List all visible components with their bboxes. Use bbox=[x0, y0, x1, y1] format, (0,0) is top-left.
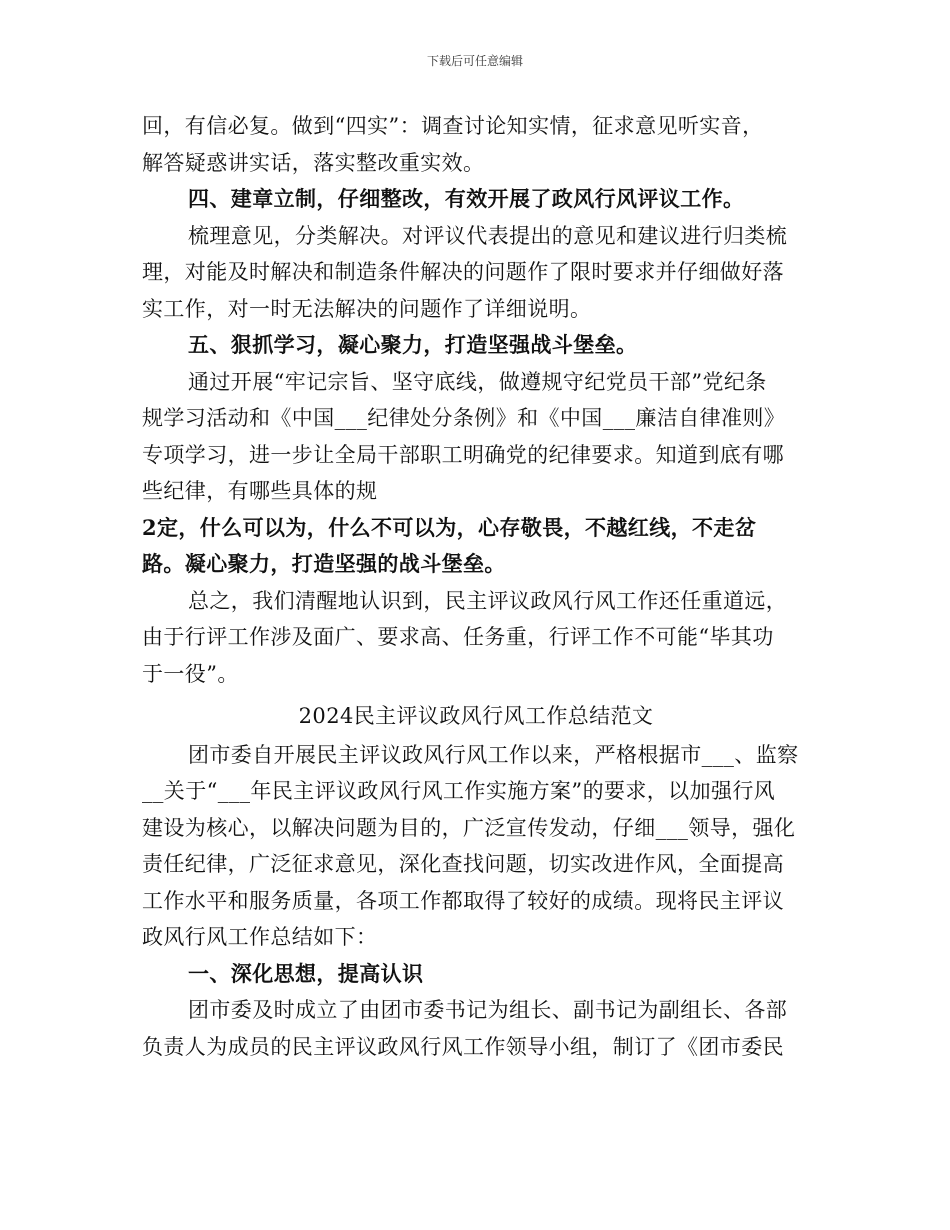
paragraph-body bbox=[142, 364, 810, 510]
section-heading: 五、狠抓学习，凝心聚力，打造坚强战斗堡垒。 bbox=[188, 332, 638, 357]
text-line: 通过开展“牢记宗旨、坚守底线，做遵规守纪党员干部”党纪条 bbox=[188, 369, 767, 394]
text-line: 工作水平和服务质量，各项工作都取得了较好的成绩。现将民主评议 bbox=[142, 888, 784, 913]
page-header: 下载后可任意编辑 bbox=[426, 54, 523, 68]
text-line: 团市委自开展民主评议政风行风工作以来，严格根据市___、监察 bbox=[188, 742, 799, 767]
text-line: 解答疑惑讲实话，落实整改重实效。 bbox=[142, 150, 485, 175]
text-line: 路。凝心聚力，打造坚强的战斗堡垒。 bbox=[142, 551, 506, 576]
paragraph-body bbox=[142, 737, 810, 956]
paragraph-body bbox=[142, 583, 810, 693]
text-line: 理，对能及时解决和制造条件解决的问题作了限时要求并仔细做好落 bbox=[142, 260, 784, 284]
text-line: 团市委及时成立了由团市委书记为组长、副书记为副组长、各部 bbox=[188, 998, 788, 1022]
document-body bbox=[142, 108, 810, 1065]
text-line: 回，有信必复。做到“四实”：调查讨论知实情，征求意见听实音， bbox=[142, 114, 764, 138]
paragraph-body bbox=[142, 218, 810, 328]
section-heading: 一、深化思想，提高认识 bbox=[188, 960, 424, 986]
text-line: 专项学习，进一步让全局干部职工明确党的纪律要求。知道到底有哪 bbox=[142, 442, 784, 467]
text-line: 实工作，对一时无法解决的问题作了详细说明。 bbox=[142, 296, 592, 321]
text-line: 些纪律，有哪些具体的规 bbox=[142, 479, 378, 503]
text-line: 负责人为成员的民主评议政风行风工作领导小组，制订了《团市委民 bbox=[142, 1034, 784, 1059]
text-line: 由于行评工作涉及面广、要求高、任务重，行评工作不可能“毕其功 bbox=[142, 625, 774, 649]
text-line: 总之，我们清醒地认识到，民主评议政风行风工作还任重道远， bbox=[188, 588, 788, 613]
paragraph-bold-body bbox=[142, 510, 810, 583]
text-line: 责任纪律，广泛征求意见，深化查找问题，切实改进作风，全面提高 bbox=[142, 852, 784, 876]
text-line: 政风行风工作总结如下： bbox=[142, 925, 378, 949]
paragraph-body bbox=[142, 108, 810, 181]
paragraph-heading bbox=[142, 327, 810, 364]
section-heading: 四、建章立制，仔细整改，有效开展了政风行风评议工作。 bbox=[188, 186, 745, 211]
section-title: 2024民主评议政风行风工作总结范文 bbox=[298, 704, 654, 728]
text-line: 规学习活动和《中国___纪律处分条例》和《中国___廉洁自律准则》 bbox=[142, 406, 786, 430]
text-line: __关于“___年民主评议政风行风工作实施方案”的要求，以加强行风 bbox=[142, 779, 776, 803]
text-line: 2定，什么可以为，什么不可以为，心存敬畏，不越红线，不走岔 bbox=[142, 514, 757, 540]
paragraph-heading bbox=[142, 956, 810, 993]
paragraph-heading bbox=[142, 181, 810, 218]
paragraph-title bbox=[142, 698, 810, 735]
paragraph-body bbox=[142, 992, 810, 1065]
text-line: 于一役”。 bbox=[142, 661, 239, 686]
text-line: 梳理意见，分类解决。对评议代表提出的意见和建议进行归类梳 bbox=[188, 223, 788, 248]
text-line: 建设为核心，以解决问题为目的，广泛宣传发动，仔细___领导，强化 bbox=[142, 815, 796, 840]
